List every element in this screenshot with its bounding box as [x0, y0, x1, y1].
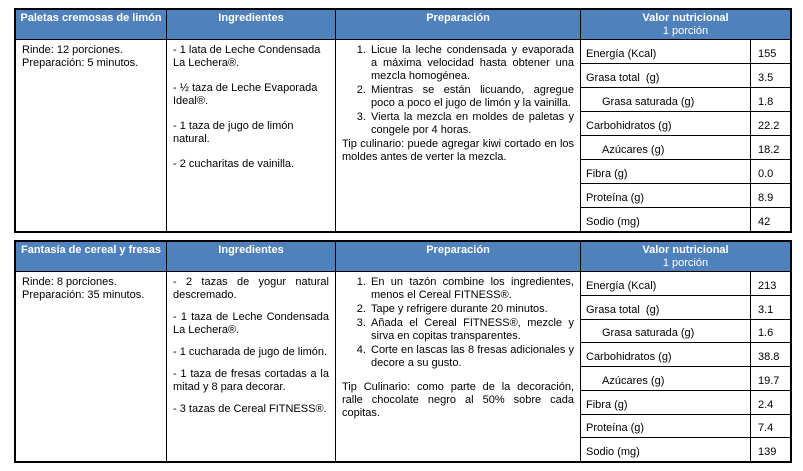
ingredient-item: - 2 cucharitas de vainilla.: [173, 158, 295, 170]
nutrition-value: 38.8: [750, 343, 790, 366]
ingredient-item: - 2 tazas de yogur natural descremado.: [173, 276, 329, 301]
recipe-yield: Rinde: 12 porciones.: [22, 44, 123, 56]
nutrition-row: [581, 391, 790, 415]
recipe-prep-time: Preparación: 5 minutos.: [22, 57, 139, 69]
nutrition-value: 3.1: [750, 296, 790, 319]
nutrition-value: 1.6: [750, 320, 790, 343]
preparation-steps: [342, 44, 574, 137]
nutrition-row: [581, 320, 790, 344]
nutrition-label: Proteína (g): [586, 192, 645, 204]
nutrition-row: [581, 88, 790, 112]
culinary-tip: Tip culinario: puede agregar kiwi cortado en los moldes antes de verter la mezcla.: [342, 138, 574, 163]
ingredient-item: - 1 cucharada de jugo de limón.: [173, 346, 328, 358]
nutrition-row: [581, 208, 790, 231]
nutrition-value: 3.5: [750, 64, 790, 87]
ingredient-item: - 1 taza de Leche Condensada La Lechera®.: [173, 311, 329, 336]
recipe-info-cell: [16, 272, 167, 461]
preparation-step: 3. Vierta la mezcla en moldes de paletas y congele por 4 horas.: [369, 111, 574, 137]
nutrition-label: Grasa total (g): [586, 303, 660, 316]
column-header-ingredients: Ingredientes: [167, 242, 336, 272]
preparation-cell: [336, 272, 581, 461]
nutrition-value: 213: [750, 272, 790, 295]
ingredients-cell: [167, 272, 336, 461]
nutrition-label: Grasa saturada (g): [602, 327, 695, 340]
culinary-tip: Tip Culinario: como parte de la decoración, ralle chocolate negro al 50% sobre cada copitas.: [342, 381, 574, 419]
preparation-step: 3. Añada el Cereal FITNESS®, mezcle y sirva en copitas transparentes.: [369, 317, 574, 343]
nutrition-row: [581, 160, 790, 184]
nutrition-value: 0.0: [750, 160, 790, 183]
nutrition-label: Azúcares (g): [602, 374, 665, 387]
column-header-preparation: Preparación: [336, 10, 581, 40]
nutrition-label: Energía (Kcal): [586, 279, 657, 292]
nutrition-value: 7.4: [750, 415, 790, 438]
nutrition-label: Grasa saturada (g): [602, 96, 695, 108]
nutrition-row: [581, 343, 790, 367]
column-header-ingredients: Ingredientes: [167, 10, 336, 40]
nutrition-title: Valor nutricional: [642, 244, 729, 256]
nutrition-value: 139: [750, 438, 790, 461]
nutrition-row: [581, 296, 790, 320]
nutrition-label: Proteína (g): [586, 422, 645, 435]
recipe-prep-time: Preparación: 35 minutos.: [22, 289, 145, 301]
nutrition-value: 2.4: [750, 391, 790, 414]
nutrition-label: Sodio (mg): [586, 446, 640, 458]
ingredients-cell: [167, 40, 336, 231]
nutrition-label: Carbohidratos (g): [586, 120, 672, 132]
preparation-step: 2. Mientras se están licuando, agregue poco a poco el jugo de limón y la vainilla.: [369, 84, 574, 110]
preparation-cell: [336, 40, 581, 231]
recipe-title: Fantasía de cereal y fresas: [16, 242, 167, 272]
nutrition-subtitle: 1 porción: [662, 257, 709, 269]
nutrition-cell: [581, 40, 790, 231]
nutrition-table: [581, 272, 790, 461]
nutrition-label: Fibra (g): [586, 168, 628, 180]
column-header-nutrition: [581, 242, 790, 272]
nutrition-row: [581, 64, 790, 88]
ingredient-item: - 1 taza de fresas cortadas a la mitad y 8 para decorar.: [173, 368, 329, 393]
recipe-info-cell: [16, 40, 167, 231]
nutrition-value: 42: [750, 208, 790, 231]
column-header-nutrition: [581, 10, 790, 40]
ingredient-item: - ½ taza de Leche Evaporada Ideal®.: [173, 82, 318, 107]
recipe-table-fantasia: [14, 240, 792, 463]
nutrition-row: [581, 272, 790, 296]
preparation-step: 1. En un tazón combine los ingredientes, menos el Cereal FITNESS®.: [369, 276, 574, 302]
nutrition-row: [581, 40, 790, 64]
nutrition-value: 22.2: [750, 112, 790, 135]
nutrition-value: 1.8: [750, 88, 790, 111]
preparation-step: 2. Tape y refrigere durante 20 minutos.: [369, 303, 574, 316]
preparation-step: 4. Corte en lascas las 8 fresas adicionales y decore a su gusto.: [369, 344, 574, 370]
nutrition-row: [581, 415, 790, 439]
ingredient-item: - 3 tazas de Cereal FITNESS®.: [173, 403, 327, 415]
nutrition-table: [581, 40, 790, 231]
ingredient-item: - 1 lata de Leche Condensada La Lechera®.: [173, 44, 321, 69]
nutrition-row: [581, 438, 790, 461]
nutrition-row: [581, 367, 790, 391]
nutrition-row: [581, 112, 790, 136]
nutrition-title: Valor nutricional: [642, 12, 729, 24]
nutrition-value: 8.9: [750, 184, 790, 207]
nutrition-label: Sodio (mg): [586, 216, 640, 228]
preparation-step: 1. Licue la leche condensada y evaporada a máxima velocidad hasta obtener una mezcla homogénea.: [369, 44, 574, 83]
nutrition-subtitle: 1 porción: [662, 25, 709, 37]
ingredient-item: - 1 taza de jugo de limón natural.: [173, 120, 294, 145]
nutrition-value: 18.2: [750, 136, 790, 159]
column-header-preparation: Preparación: [336, 242, 581, 272]
nutrition-row: [581, 184, 790, 208]
nutrition-value: 19.7: [750, 367, 790, 390]
recipe-title: Paletas cremosas de limón: [16, 10, 167, 40]
nutrition-row: [581, 136, 790, 160]
recipe-yield: Rinde: 8 porciones.: [22, 276, 117, 288]
nutrition-label: Carbohidratos (g): [586, 351, 672, 363]
recipe-table-paletas: [14, 8, 792, 233]
nutrition-label: Azúcares (g): [602, 144, 665, 156]
preparation-steps: [342, 276, 574, 370]
nutrition-label: Grasa total (g): [586, 72, 660, 84]
nutrition-label: Energía (Kcal): [586, 48, 657, 60]
nutrition-value: 155: [750, 40, 790, 63]
nutrition-cell: [581, 272, 790, 461]
nutrition-label: Fibra (g): [586, 398, 628, 411]
